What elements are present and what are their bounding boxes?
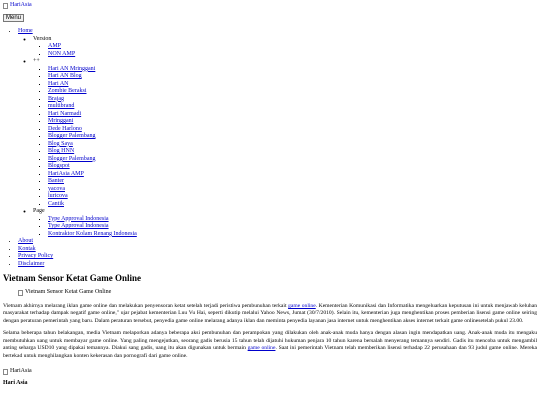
nav-item-home — [18, 28, 537, 238]
nav-plusplus-link[interactable]: Hari AN Mringgani — [48, 65, 96, 72]
nav-label-version: Version — [33, 35, 52, 42]
footer-heading: Hari Asia — [3, 379, 28, 386]
nav-label-plusplus: ++ — [33, 58, 40, 65]
nav-group-page — [33, 208, 537, 238]
broken-image-icon — [3, 369, 8, 375]
nav-plusplus-item — [48, 88, 537, 96]
nav-version-item — [48, 51, 537, 59]
nav-plusplus-item — [48, 163, 537, 171]
nav-plusplus-item — [48, 118, 537, 126]
nav-plusplus-link[interactable]: Brajag — [48, 95, 64, 102]
nav-group-plusplus — [33, 58, 537, 208]
nav-version-link[interactable]: AMP — [48, 43, 62, 50]
nav-version-link[interactable]: NON AMP — [48, 50, 76, 57]
nav-link-home[interactable]: Home — [18, 28, 33, 35]
nav-plusplus-link[interactable]: Cantik — [48, 200, 64, 207]
nav-plusplus-item — [48, 178, 537, 186]
nav-plusplus-item — [48, 96, 537, 104]
nav-plusplus-link[interactable]: Zombie Beraksi — [48, 88, 87, 95]
p1-text-b: . Kementerian Komunikasi dan Informatika mengeluarkan keputusan ini untuk menjawab keluhan masyarakat terhadap dampak negatif game online," ujar pejabat kementerian Luu Vu Hai, seperti dikutip melalui Yahoo News, Jumat (30/7/2010). Selain itu, kementerian juga menghentikan proses pemberian lisensi game online seiring dengan peraturan pemerintah yang baru. Dalam peraturan tersebut, penyedia game online melarang adanya iklan dan meminta penyedia layanan jasa internet untuk menghentikan akses internet terkait game onlinesetelah pukul 23.00. — [3, 302, 538, 324]
menu-button[interactable]: Menu — [3, 14, 24, 22]
nav-page-link[interactable]: Type Approval Indonesia — [48, 215, 109, 222]
nav-link-disclaimer[interactable]: Disclaimer — [18, 260, 45, 267]
nav-plusplus-item — [48, 156, 537, 164]
main-nav — [3, 28, 537, 268]
nav-page-item — [48, 223, 537, 231]
bottom-logo — [3, 368, 537, 376]
nav-plusplus-link[interactable]: luricova — [48, 193, 68, 200]
article-image — [18, 289, 537, 297]
nav-link-privacy[interactable]: Privacy Policy — [18, 253, 54, 260]
nav-plusplus-link[interactable]: Banter — [48, 178, 64, 185]
nav-plusplus-item — [48, 171, 537, 179]
nav-plusplus-link[interactable]: Mringgani — [48, 118, 74, 125]
nav-page-item — [48, 216, 537, 224]
nav-plusplus-link[interactable]: Blogspot — [48, 163, 70, 170]
p1-text-a: Vietnam akhirnya melarang iklan game online dan melakukan penyensoran ketat setelah terjadi peristiwa pembunuhan terkait — [3, 302, 289, 309]
logo-alt-text: HariAsia — [10, 2, 32, 8]
nav-plusplus-link[interactable]: Hari AN — [48, 80, 69, 87]
broken-image-icon — [18, 290, 23, 296]
nav-plusplus-item — [48, 193, 537, 201]
bottom-logo-alt: HariAsia — [10, 368, 32, 375]
nav-plusplus-link[interactable]: Dede Harlono — [48, 125, 82, 132]
nav-plusplus-item — [48, 141, 537, 149]
nav-plusplus-link[interactable]: Hari AN Blog — [48, 73, 82, 80]
nav-plusplus-link[interactable]: Blog HNN — [48, 148, 75, 155]
article-paragraph-2 — [3, 330, 537, 360]
nav-plusplus-link[interactable]: multibrand — [48, 103, 75, 110]
nav-page-link[interactable]: Type Approval Indonesia — [48, 223, 109, 230]
nav-plusplus-item — [48, 126, 537, 134]
game-online-link-2[interactable]: game online — [247, 345, 276, 352]
nav-page-item — [48, 231, 537, 239]
nav-plusplus-item — [48, 186, 537, 194]
nav-plusplus-item — [48, 111, 537, 119]
logo-link[interactable] — [3, 2, 32, 12]
nav-group-version — [33, 36, 537, 59]
nav-link-about[interactable]: About — [18, 238, 33, 245]
nav-plusplus-item — [48, 103, 537, 111]
nav-plusplus-link[interactable]: Blogger Palembang — [48, 133, 96, 140]
nav-version-item — [48, 43, 537, 51]
p2-text-a: Selama beberapa tahun belakangan, media Vietnam melaporkan adanya beberapa aksi pembunuhan dan perampokan yang dilakukan oleh anak-anak muda hanya dengan alasan ingin mendapatkan uang. Anak-anak muda itu mengaku membutuhkan uang untuk membayar game online. Yang paling mengejutkan, seorang gadis berusia 15 tahun telah dijatuhi hukuman penjara 10 tahun karena bersalah menyerang temannya sendiri. Gadis itu mencoba untuk mengambil anting seharga USD10 yang dipakai temannya. Diakui sang gadis, uang itu akan digunakan untuk bermain — [3, 330, 537, 352]
nav-plusplus-item — [48, 148, 537, 156]
nav-plusplus-link[interactable]: yacova — [48, 185, 65, 192]
article-title: Vietnam Sensor Ketat Game Online — [3, 273, 141, 284]
nav-plusplus-link[interactable]: HariAsia AMP — [48, 170, 84, 177]
nav-plusplus-link[interactable]: Blog Saya — [48, 140, 73, 147]
nav-label-page: Page — [33, 208, 45, 215]
nav-plusplus-item — [48, 81, 537, 89]
game-online-link-1[interactable]: game online — [288, 302, 316, 309]
nav-plusplus-item — [48, 201, 537, 209]
nav-plusplus-link[interactable]: Hari Narmadi — [48, 110, 82, 117]
article-image-alt: Vietnam Sensor Ketat Game Online — [25, 289, 112, 296]
nav-plusplus-item — [48, 133, 537, 141]
nav-link-kontak[interactable]: Kontak — [18, 245, 36, 252]
p2-text-b: . Saat ini pemerintah Vietnam telah memberikan lisensi terhadap 22 perusahaan dan 93 judul game online. Mereka bertekad untuk menghilangkan konten kekerasan dan pornografi dari game online. — [3, 345, 537, 359]
nav-plusplus-item — [48, 66, 537, 74]
article-paragraph-1 — [3, 303, 537, 326]
broken-image-icon — [3, 3, 8, 9]
nav-page-link[interactable]: Kontraktor Kolam Renang Indonesia — [48, 230, 137, 237]
nav-plusplus-item — [48, 73, 537, 81]
nav-plusplus-link[interactable]: Blogger Palembang — [48, 155, 96, 162]
